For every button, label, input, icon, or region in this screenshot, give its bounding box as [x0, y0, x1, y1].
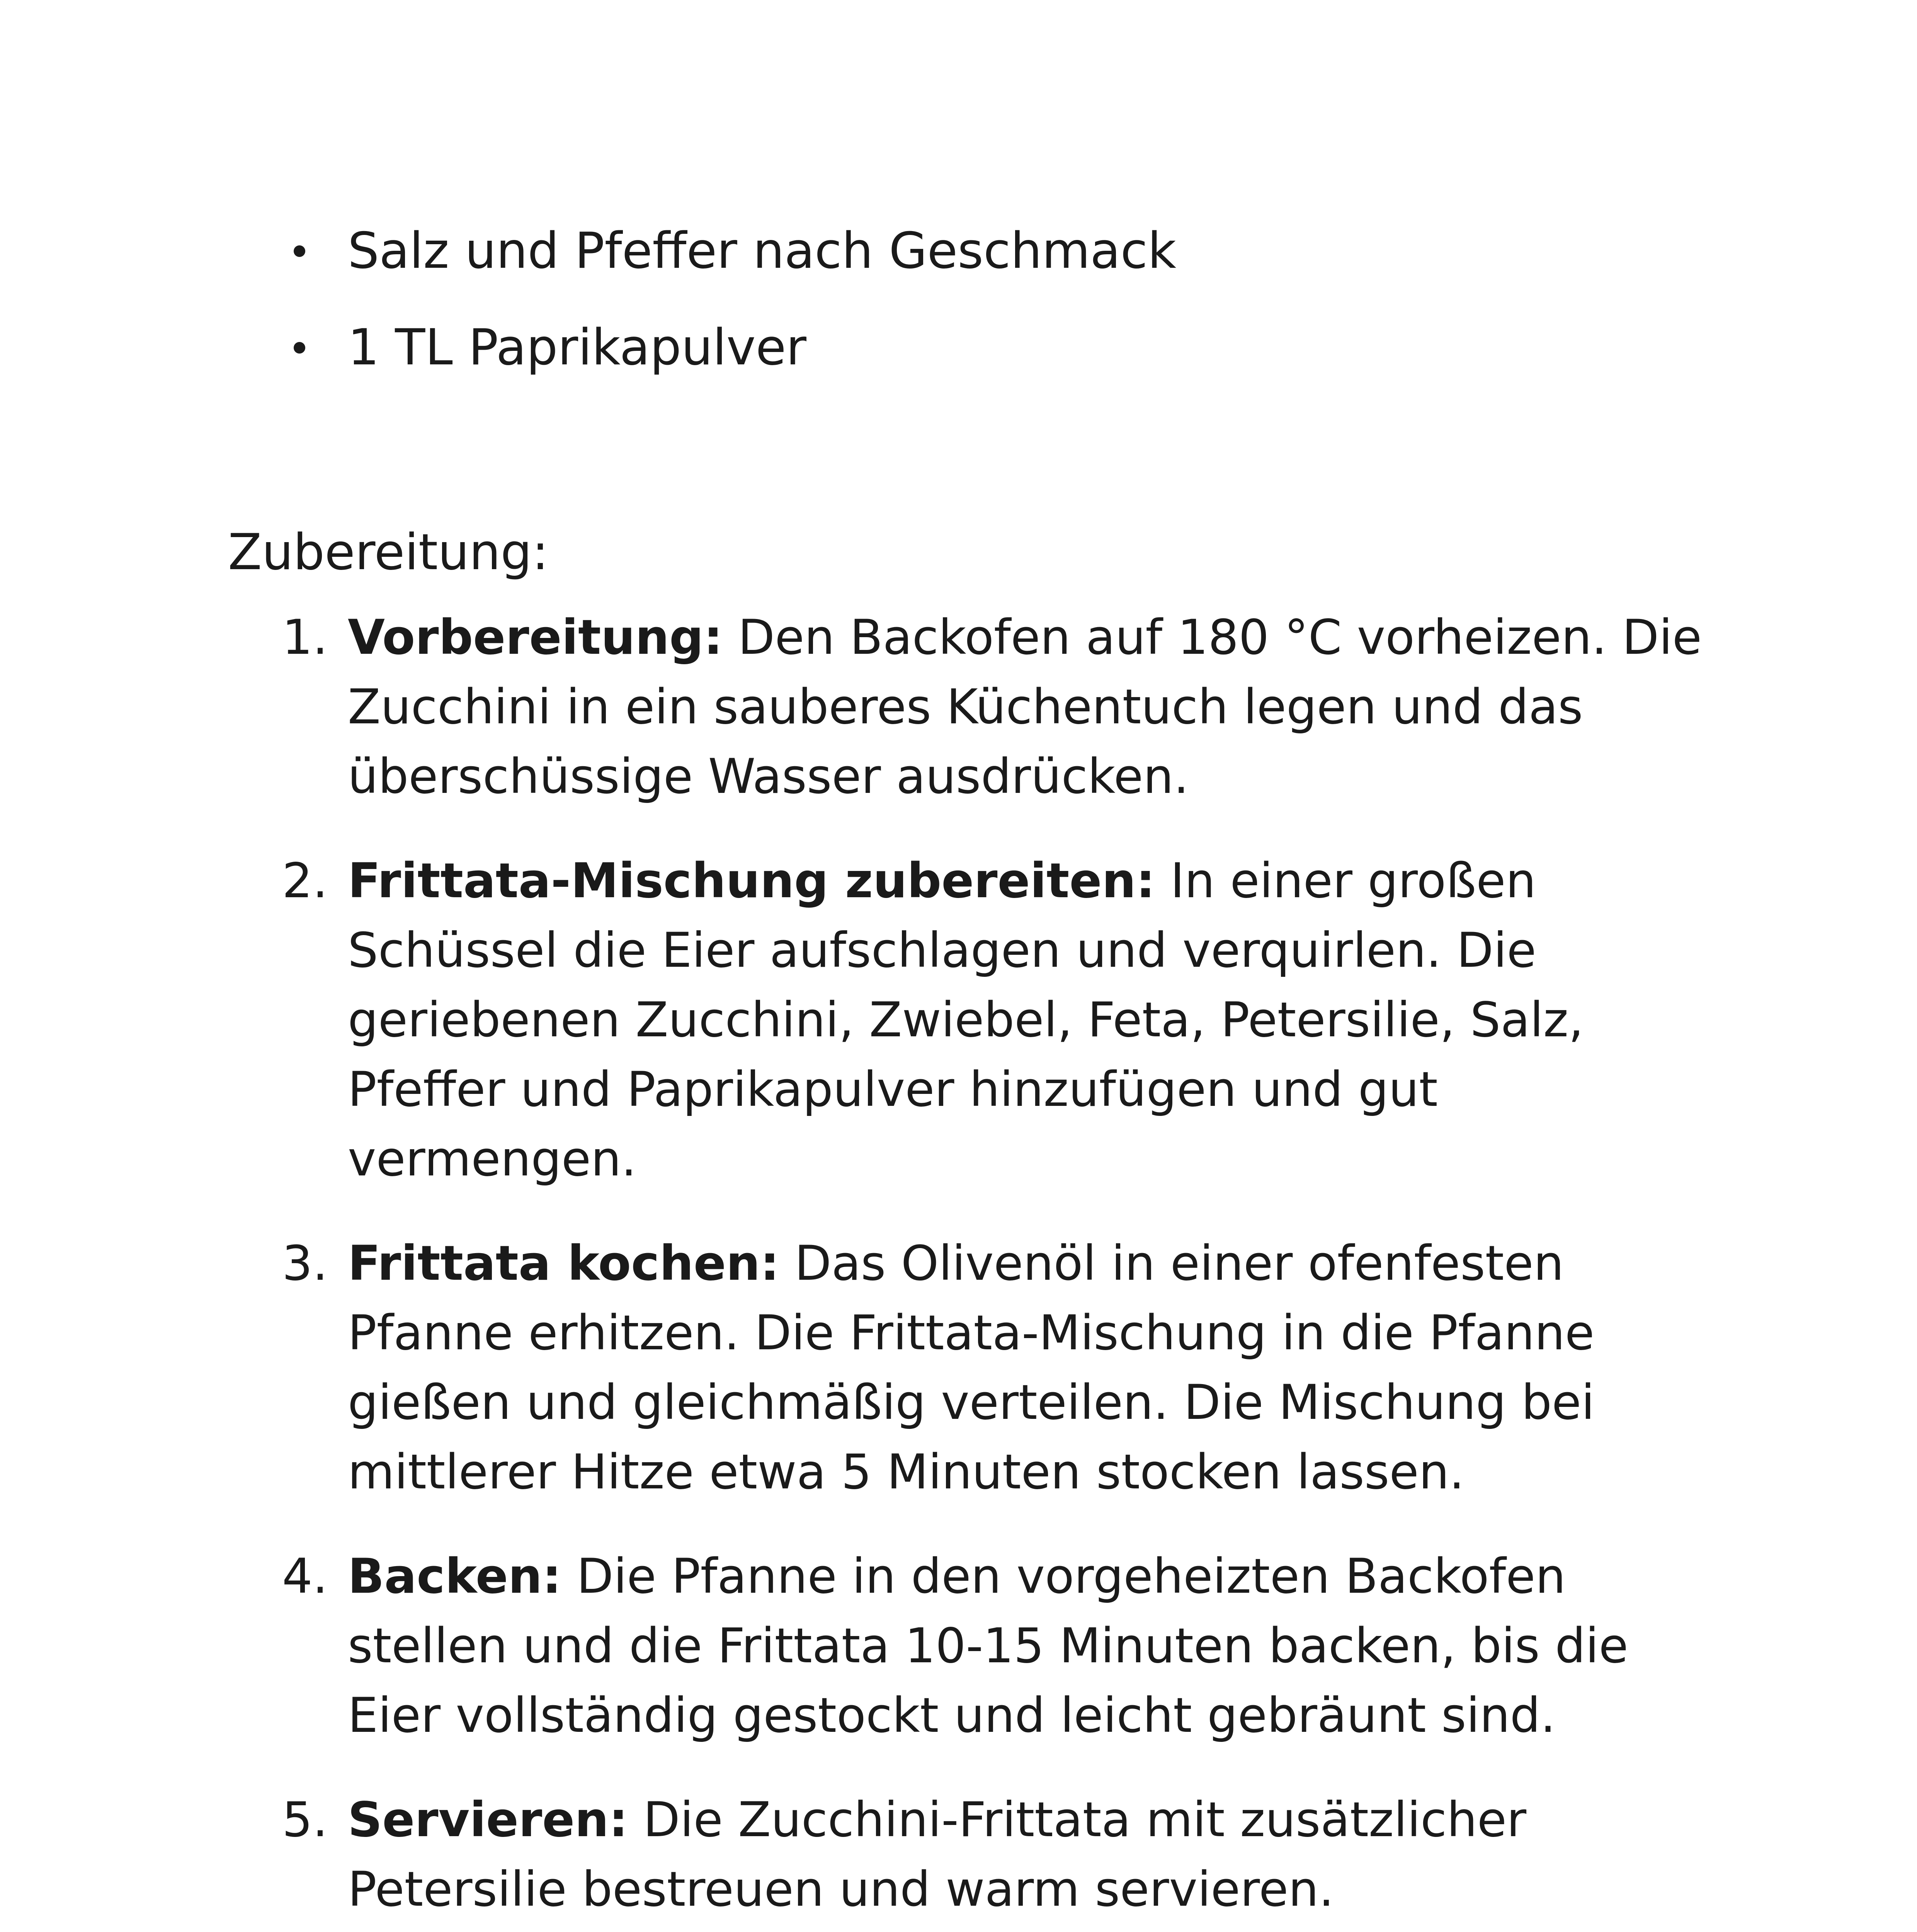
step-item — [282, 1542, 1712, 1750]
bullet-icon — [294, 245, 305, 257]
step-text: Die Pfanne in den vorgeheizten Backofen stellen und die Frittata 10-15 Minuten backen, bis die Eier vollständig gestockt und leicht gebräunt sind. — [348, 1549, 1628, 1743]
step-title: Vorbereitung: — [348, 610, 723, 665]
step-number: 2. — [282, 853, 328, 909]
step-item — [282, 846, 1712, 1194]
step-number: 5. — [282, 1792, 328, 1848]
bullet-icon — [294, 342, 305, 354]
preparation-steps — [282, 603, 1712, 1932]
step-number: 1. — [282, 610, 328, 665]
step-text: Den Backofen auf 180 °C vorheizen. Die Zucchini in ein sauberes Küchentuch legen und das überschüssige Wasser ausdrücken. — [348, 610, 1702, 804]
step-title: Frittata-Mischung zubereiten: — [348, 853, 1155, 909]
ingredient-text: 1 TL Paprikapulver — [348, 319, 806, 376]
step-item — [282, 1785, 1712, 1924]
step-title: Servieren: — [348, 1792, 628, 1848]
step-title: Backen: — [348, 1549, 561, 1604]
ingredient-item — [270, 313, 1739, 383]
step-item — [282, 1229, 1712, 1507]
step-text: Die Zucchini-Frittata mit zusätzlicher Petersilie bestreuen und warm servieren. — [348, 1792, 1527, 1917]
conclusion-paragraph — [228, 1924, 1677, 1932]
ingredient-item — [270, 216, 1739, 286]
step-text: In einer großen Schüssel die Eier aufschlagen und verquirlen. Die geriebenen Zucchini, Zwiebel, Feta, Petersilie, Salz, Pfeffer und Paprikapulver hinzufügen und gut vermengen. — [348, 853, 1584, 1187]
step-number: 4. — [282, 1549, 328, 1604]
step-text: Das Olivenöl in einer ofenfesten Pfanne erhitzen. Die Frittata-Mischung in die Pfanne gießen und gleichmäßig verteilen. Die Mischung bei mittlerer Hitze etwa 5 Minuten stocken lassen. — [348, 1236, 1595, 1500]
ingredient-text: Salz und Pfeffer nach Geschmack — [348, 222, 1177, 280]
step-number: 3. — [282, 1236, 328, 1291]
step-item — [282, 603, 1712, 811]
step-title: Frittata kochen: — [348, 1236, 779, 1291]
section-heading: Zubereitung: — [228, 524, 549, 581]
ingredient-list — [270, 216, 1739, 410]
